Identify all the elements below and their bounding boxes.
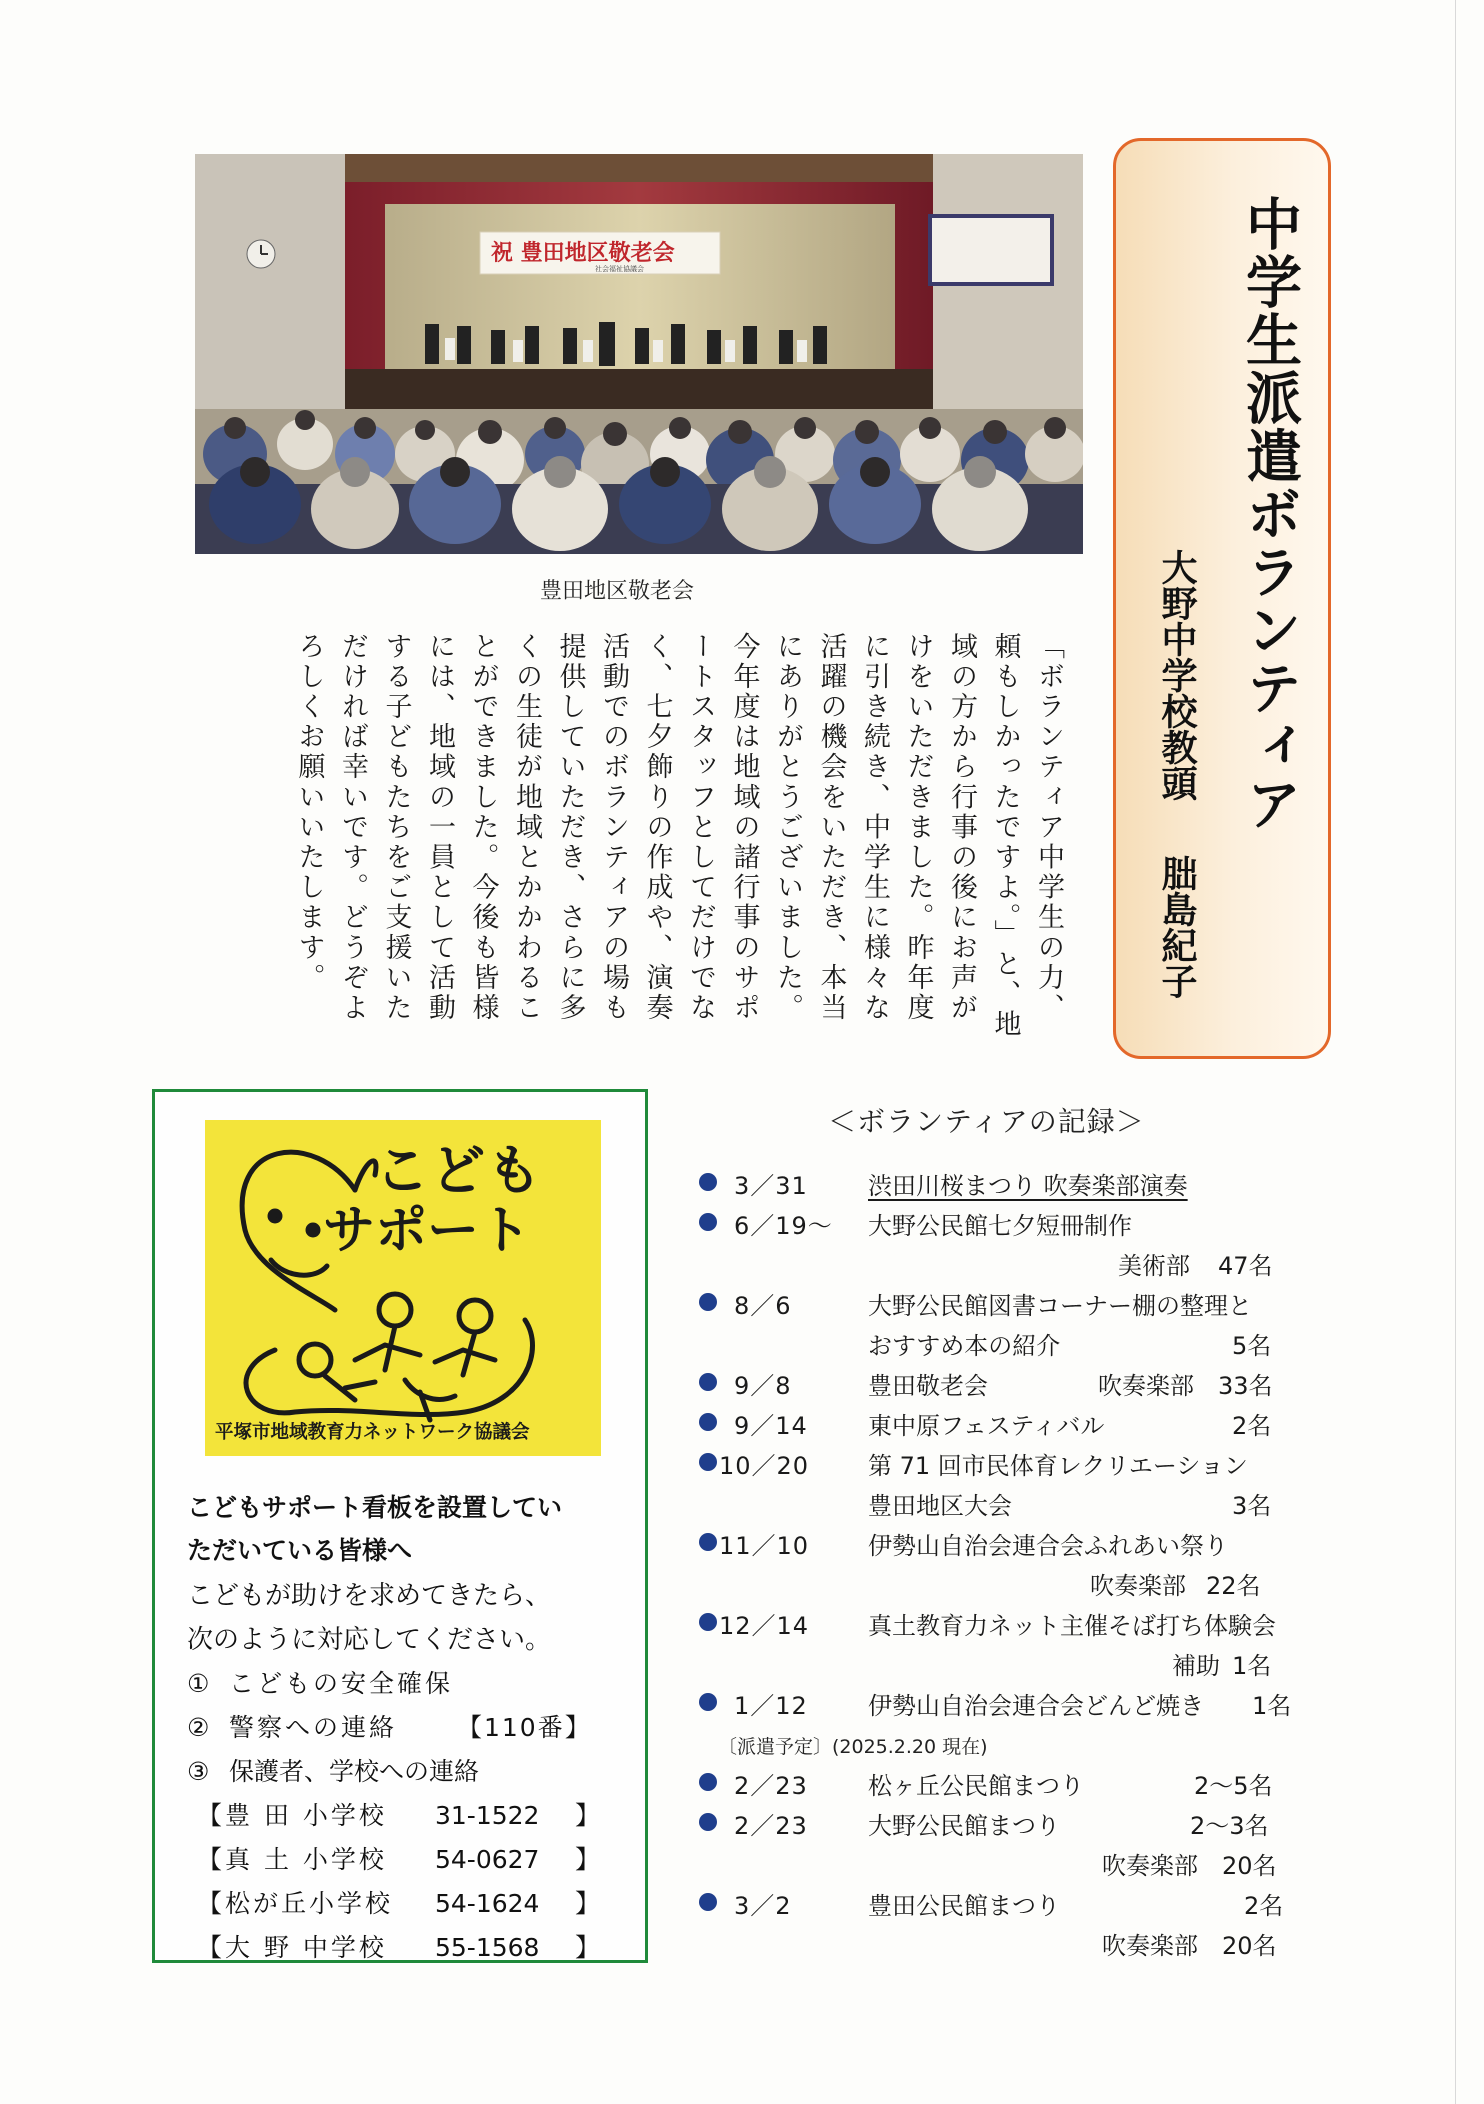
record-event: 大野公民館図書コーナー棚の整理と [868, 1292, 1252, 1320]
school-phone: 54-1624 [435, 1889, 540, 1918]
school-contact-row [197, 1794, 600, 1838]
bullet-icon [699, 1773, 717, 1791]
record-event: 真土教育力ネット主催そば打ち体験会 [868, 1612, 1276, 1640]
bracket-close: 】 [575, 1801, 601, 1830]
response-step [187, 1750, 592, 1794]
record-count: 3名 [1232, 1492, 1272, 1520]
record-count: 5名 [1232, 1332, 1272, 1360]
record-count: 2～5名 [1194, 1772, 1273, 1800]
bullet-icon [699, 1613, 717, 1631]
notice-heading-line: ただいている皆様へ [187, 1536, 413, 1565]
bullet-icon [699, 1693, 717, 1711]
school-phone: 55-1568 [435, 1933, 540, 1962]
record-date: 10／20 [719, 1452, 810, 1480]
school-name: 【松が丘小学校 [197, 1889, 394, 1918]
logo-text-kodomo: こども [375, 1139, 543, 1202]
step-number: ② [187, 1713, 210, 1742]
bracket-close: 】 [575, 1845, 601, 1874]
response-step [187, 1706, 592, 1750]
step-text: 警察への連絡 [229, 1713, 398, 1742]
author-byline [1156, 549, 1197, 999]
school-contact-row [197, 1882, 600, 1926]
record-count: 1名 [1252, 1692, 1292, 1720]
record-date: 1／12 [734, 1692, 808, 1720]
event-photo [195, 154, 1083, 554]
bullet-icon [699, 1453, 717, 1471]
photo-caption: 豊田地区敬老会 [540, 579, 695, 604]
record-event-line2: 豊田地区大会 [868, 1492, 1012, 1520]
school-contacts [197, 1794, 600, 1970]
bullet-icon [699, 1293, 717, 1311]
record-detail: 吹奏楽部 [1090, 1572, 1186, 1600]
record-detail: 吹奏楽部 [1102, 1932, 1198, 1960]
record-count: 22名 [1206, 1572, 1261, 1600]
record-date: 3／31 [734, 1172, 808, 1200]
record-count: 2名 [1244, 1892, 1284, 1920]
record-date: 2／23 [734, 1772, 808, 1800]
schedule-note: 〔派遣予定〕(2025.2.20 現在) [718, 1736, 988, 1758]
records-title: ＜ボランティアの記録＞ [828, 1105, 1145, 1138]
record-date: 12／14 [719, 1612, 810, 1640]
bullet-icon [699, 1893, 717, 1911]
response-step [187, 1662, 592, 1706]
record-date: 8／6 [734, 1292, 792, 1320]
notice-heading [187, 1486, 562, 1572]
record-date: 2／23 [734, 1812, 808, 1840]
author-name: 朏島紀子 [1156, 855, 1197, 999]
record-detail: 吹奏楽部 [1102, 1852, 1198, 1880]
school-phone: 54-0627 [435, 1845, 540, 1874]
school-phone: 31-1522 [435, 1801, 540, 1830]
record-event: 渋田川桜まつり 吹奏楽部演奏 [868, 1172, 1188, 1200]
record-event: 伊勢山自治会連合会ふれあい祭り [868, 1532, 1228, 1560]
bullet-icon [699, 1813, 717, 1831]
response-steps [187, 1662, 592, 1794]
record-detail: 補助 [1172, 1652, 1220, 1680]
logo-organization: 平塚市地域教育力ネットワーク協議会 [215, 1422, 530, 1443]
record-detail: 吹奏楽部 [1098, 1372, 1194, 1400]
record-count: 20名 [1222, 1932, 1277, 1960]
record-count: 20名 [1222, 1852, 1277, 1880]
step-text: 保護者、学校への連絡 [229, 1757, 480, 1786]
title-box [1113, 138, 1331, 1059]
bullet-icon [699, 1413, 717, 1431]
kodomo-support-box [152, 1089, 648, 1963]
logo-text-support: サポート [323, 1201, 532, 1261]
step-extra: 【110番】 [457, 1713, 592, 1742]
school-name: 【真 土 小学校 [197, 1845, 387, 1874]
record-event: 豊田公民館まつり [868, 1892, 1060, 1920]
bracket-close: 】 [575, 1889, 601, 1918]
step-number: ① [187, 1669, 210, 1698]
bullet-icon [699, 1173, 717, 1191]
school-name: 【豊 田 小学校 [197, 1801, 387, 1830]
record-date: 6／19～ [734, 1212, 833, 1240]
record-detail: 美術部 [1118, 1252, 1190, 1280]
record-count: 47名 [1218, 1252, 1273, 1280]
record-date: 11／10 [719, 1532, 810, 1560]
record-count: 2～3名 [1190, 1812, 1269, 1840]
school-contact-row [197, 1926, 600, 1970]
record-event: 松ヶ丘公民館まつり [868, 1772, 1084, 1800]
notice-body [187, 1574, 551, 1662]
banner-text: 祝 豊田地区敬老会 [491, 240, 675, 266]
page-title: 中学生派遣ボランティア [1237, 195, 1302, 833]
school-contact-row [197, 1838, 600, 1882]
record-count: 2名 [1232, 1412, 1272, 1440]
school-name: 【大 野 中学校 [197, 1933, 387, 1962]
page-edge-line [1455, 0, 1456, 2104]
record-event-line2: おすすめ本の紹介 [868, 1332, 1061, 1360]
record-event: 豊田敬老会 [868, 1372, 988, 1400]
record-event: 大野公民館まつり [868, 1812, 1060, 1840]
record-event: 東中原フェスティバル [868, 1412, 1105, 1440]
author-role: 大野中学校教頭 [1156, 549, 1197, 801]
record-event: 伊勢山自治会連合会どんど焼き [868, 1692, 1204, 1720]
bracket-close: 】 [575, 1933, 601, 1962]
record-date: 9／8 [734, 1372, 792, 1400]
record-event: 第 71 回市民体育レクリエーション [868, 1452, 1248, 1480]
notice-body-line: 次のように対応してください。 [187, 1625, 552, 1655]
notice-body-line: こどもが助けを求めてきたら、 [187, 1581, 552, 1611]
record-date: 3／2 [734, 1892, 792, 1920]
step-number: ③ [187, 1757, 210, 1786]
bullet-icon [699, 1213, 717, 1231]
kodomo-support-logo [205, 1120, 601, 1456]
notice-heading-line: こどもサポート看板を設置してい [187, 1493, 563, 1522]
record-count: 1名 [1232, 1652, 1272, 1680]
article-body: 「ボランティア中学生の力、頼もしかったですよ。」と、地域の方から行事の後にお声がけをいただきました。昨年度に引き続き、中学生に様々な活躍の機会をいただき、本当にありがとうございました。今年度は地域の諸行事のサポートスタッフとしてだけでなく、七夕飾りの作成や、演奏活動でのボランティアの場も提供していただき、さらに多くの生徒が地域とかかわることができました。今後も皆様には、地域の一員として活動する子どもたちをご支援いただければ幸いです。どうぞよろしくお願いいたします。 [293, 632, 1064, 1040]
record-date: 9／14 [734, 1412, 808, 1440]
banner-sub: 社会福祉協議会 [595, 265, 644, 273]
step-text: こどもの安全確保 [229, 1669, 454, 1698]
bullet-icon [699, 1533, 717, 1551]
record-event: 大野公民館七夕短冊制作 [868, 1212, 1132, 1240]
bullet-icon [699, 1373, 717, 1391]
record-count: 33名 [1218, 1372, 1273, 1400]
